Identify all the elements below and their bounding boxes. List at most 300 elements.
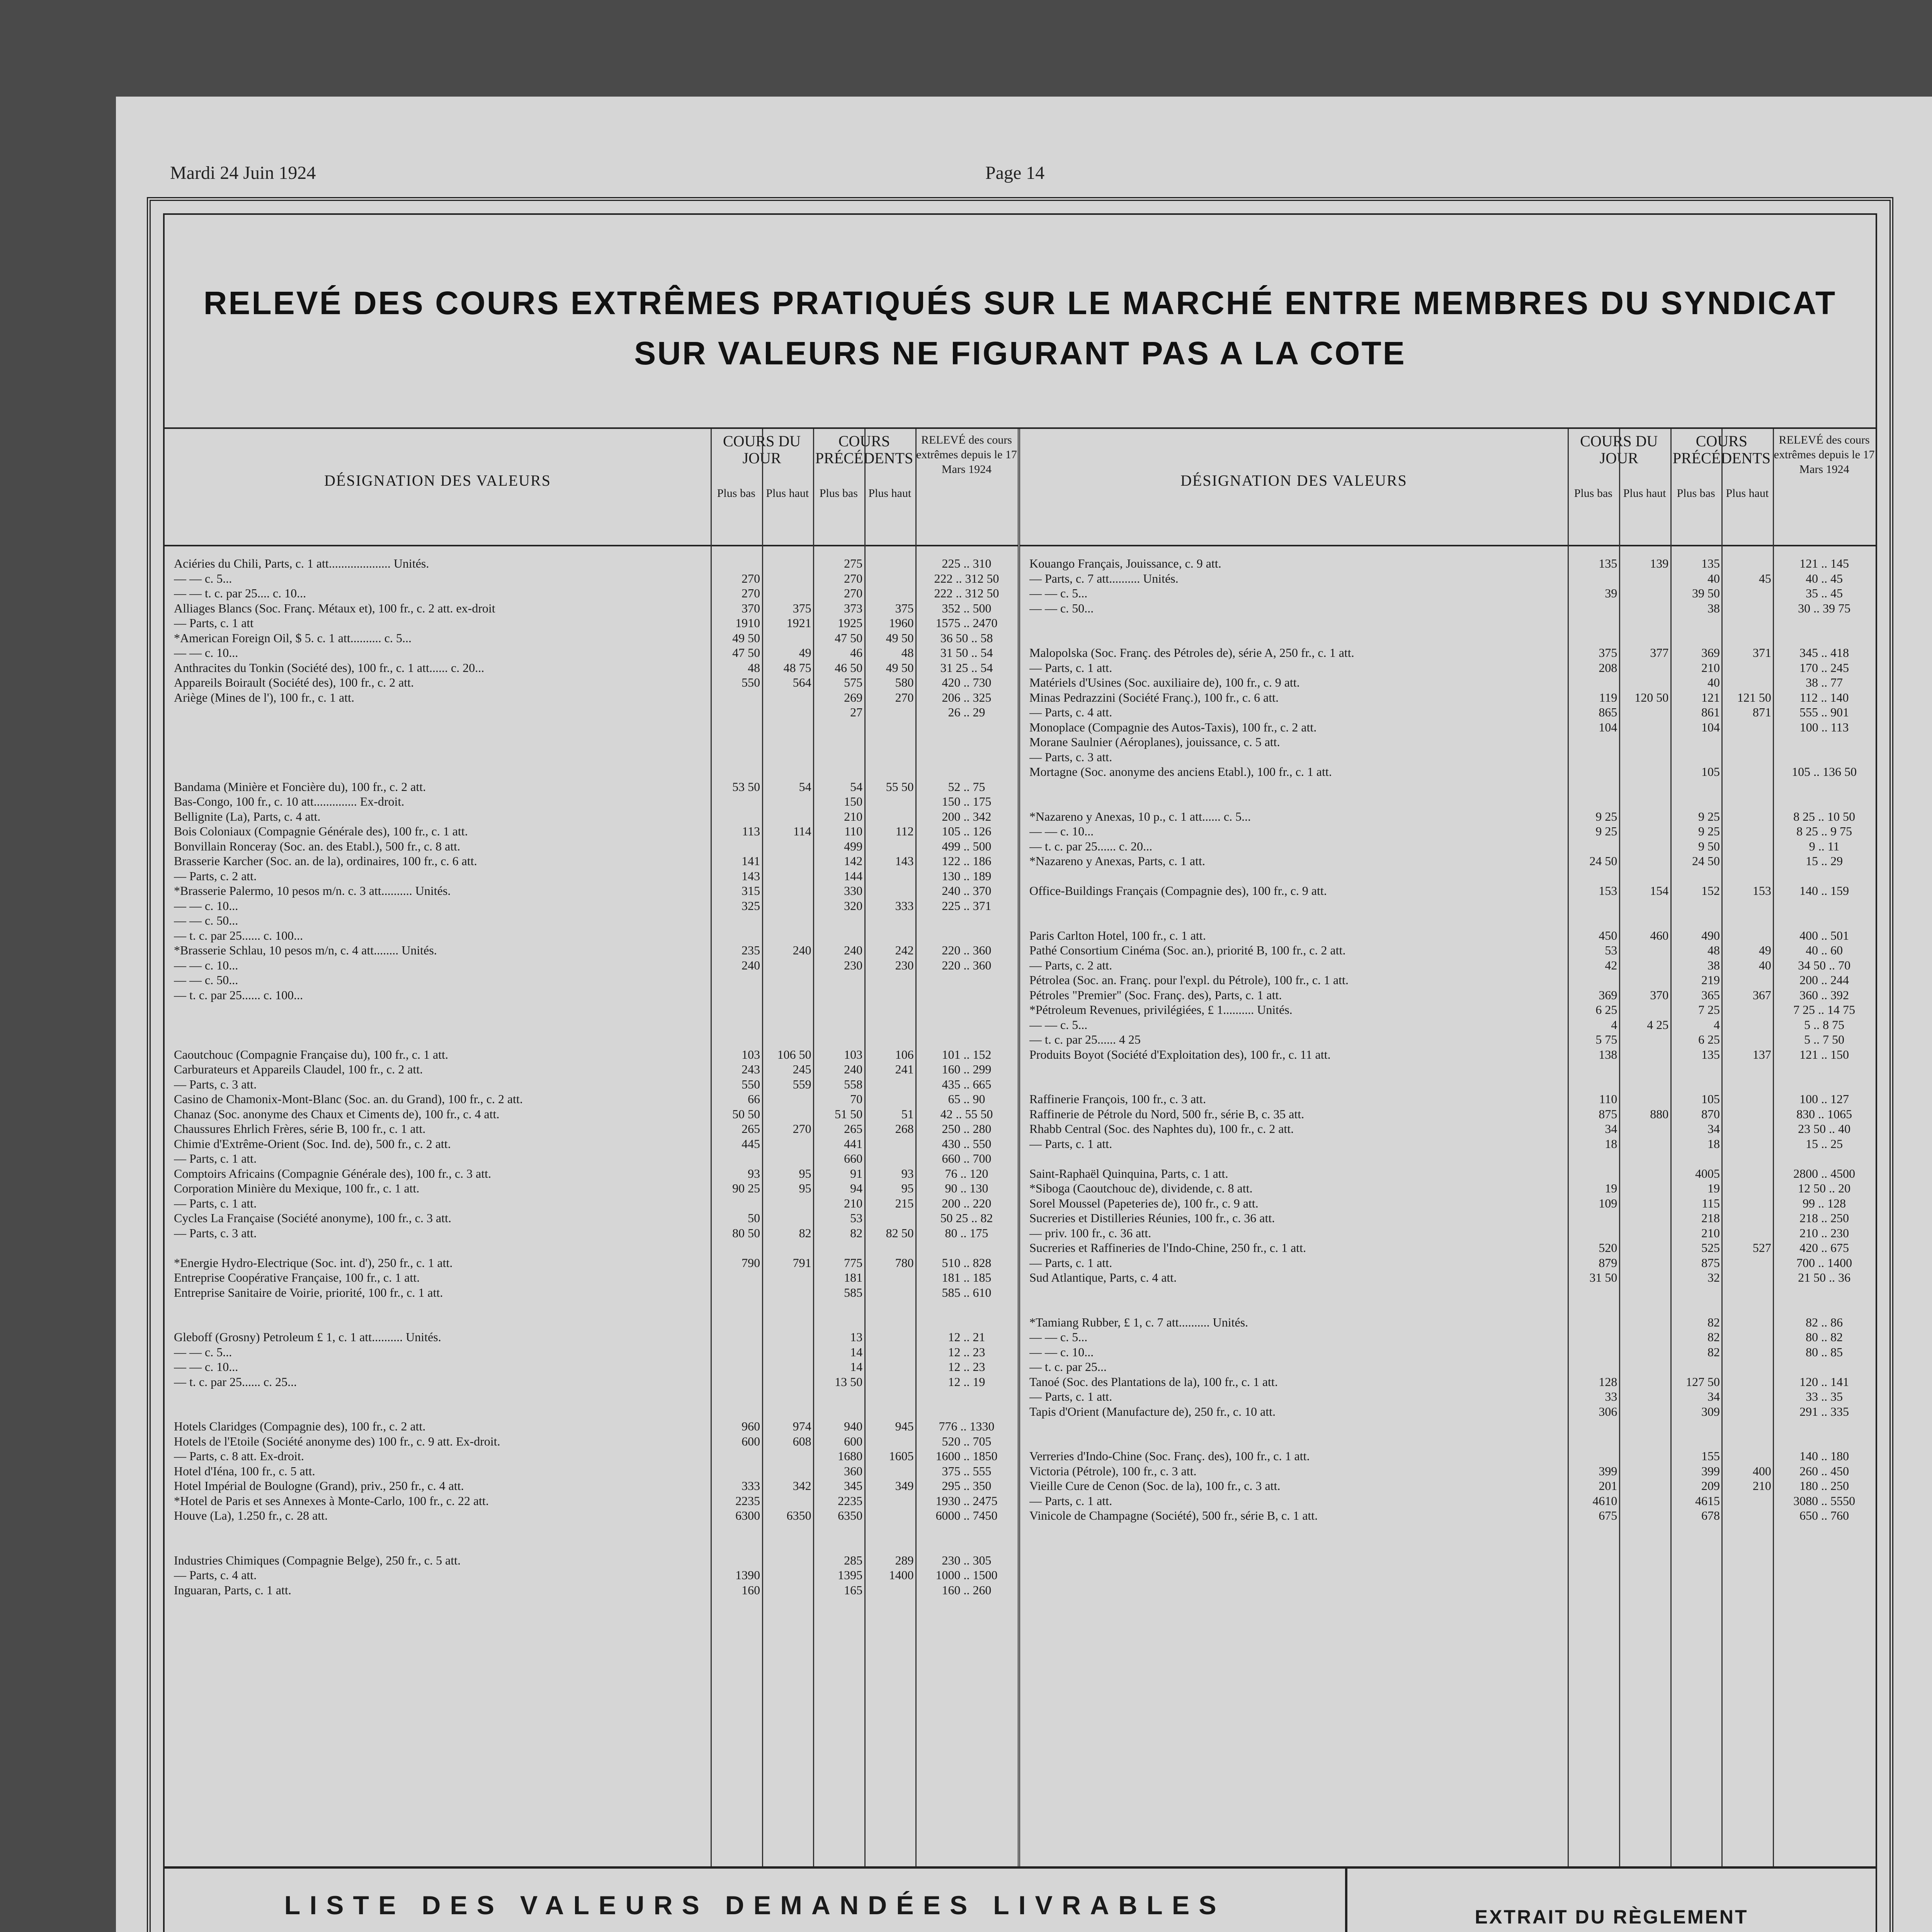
security-name: Sud Atlantique, Parts, c. 4 att. xyxy=(1029,1270,1177,1284)
header-releve: RELEVÉ des cours extrêmes depuis le 17 Mars 1924 xyxy=(1774,434,1875,476)
cours-prec-bas: 210 xyxy=(1701,660,1720,675)
table-row xyxy=(1020,1003,1876,1018)
table-row xyxy=(1020,1062,1876,1077)
table-row xyxy=(1020,1389,1876,1405)
cours-prec-bas: 121 xyxy=(1701,690,1720,704)
table-row xyxy=(1020,1077,1876,1092)
table-row xyxy=(1020,943,1876,958)
cours-jour-bas: 48 xyxy=(748,660,760,675)
table-row xyxy=(165,1434,1018,1449)
security-name: — t. c. par 25...... c. 100... xyxy=(174,988,303,1002)
table-row xyxy=(1020,1464,1876,1479)
cours-jour-bas: 243 xyxy=(742,1062,760,1076)
table-row xyxy=(1020,1137,1876,1152)
releve-range: 260 .. 450 xyxy=(1799,1464,1849,1478)
table-row xyxy=(165,988,1018,1003)
cours-prec-bas: 1925 xyxy=(838,616,863,630)
cours-prec-bas: 82 xyxy=(1708,1345,1720,1359)
cours-jour-bas: 306 xyxy=(1599,1404,1617,1418)
cours-prec-haut: 93 xyxy=(901,1166,914,1180)
cours-jour-haut: 120 50 xyxy=(1634,690,1669,704)
table-row xyxy=(1020,1270,1876,1286)
table-row xyxy=(165,1583,1018,1598)
cours-prec-haut: 49 xyxy=(1759,943,1771,957)
table-row xyxy=(1020,913,1876,929)
security-name: Malopolska (Soc. Franç. des Pétroles de), série A, 250 fr., c. 1 att. xyxy=(1029,646,1354,660)
table-row xyxy=(1020,735,1876,750)
security-name: — Parts, c. 3 att. xyxy=(1029,750,1112,764)
table-row xyxy=(165,1449,1018,1464)
cours-jour-bas: 370 xyxy=(742,601,760,615)
cours-jour-bas: 445 xyxy=(742,1136,760,1151)
cours-prec-bas: 135 xyxy=(1701,556,1720,570)
table-row xyxy=(165,1419,1018,1434)
cours-prec-haut: 580 xyxy=(895,675,914,689)
cours-prec-haut: 527 xyxy=(1752,1241,1771,1255)
releve-range: 26 .. 29 xyxy=(948,705,985,719)
security-name: Gleboff (Grosny) Petroleum £ 1, c. 1 att.......... Unités. xyxy=(174,1330,441,1344)
cours-prec-haut: 780 xyxy=(895,1255,914,1270)
extrait-reglement xyxy=(1345,1867,1876,1932)
security-name: — Parts, c. 1 att. xyxy=(1029,1255,1112,1270)
cours-jour-haut: 270 xyxy=(793,1122,811,1136)
table-row xyxy=(165,1032,1018,1048)
cours-prec-bas: 54 xyxy=(850,779,863,794)
releve-range: 15 .. 29 xyxy=(1806,854,1843,868)
releve-range: 82 .. 86 xyxy=(1806,1315,1843,1329)
table-row xyxy=(1020,1315,1876,1330)
cours-prec-haut: 349 xyxy=(895,1479,914,1493)
releve-range: 420 .. 730 xyxy=(942,675,992,689)
cours-prec-bas: 441 xyxy=(844,1136,863,1151)
security-name: — — c. 5... xyxy=(1029,1330,1088,1344)
table-row xyxy=(165,1330,1018,1345)
cours-prec-bas: 240 xyxy=(844,1062,863,1076)
releve-range: 80 .. 85 xyxy=(1806,1345,1843,1359)
releve-range: 430 .. 550 xyxy=(942,1136,992,1151)
table-row xyxy=(1020,1300,1876,1315)
cours-prec-bas: 94 xyxy=(850,1181,863,1195)
cours-prec-bas: 142 xyxy=(844,854,863,868)
security-name: Pétrolea (Soc. an. Franç. pour l'expl. du Pétrole), 100 fr., c. 1 att. xyxy=(1029,973,1349,987)
cours-prec-haut: 242 xyxy=(895,943,914,957)
releve-range: 1600 .. 1850 xyxy=(935,1449,998,1463)
cours-prec-bas: 6350 xyxy=(838,1509,863,1522)
cours-jour-bas: 9 25 xyxy=(1595,824,1617,838)
releve-range: 130 .. 189 xyxy=(942,869,992,883)
cours-jour-bas: 18 xyxy=(1605,1136,1617,1151)
security-name: Sucreries et Raffineries de l'Indo-Chine, 250 fr., c. 1 att. xyxy=(1029,1241,1306,1255)
cours-jour-bas: 270 xyxy=(742,586,760,600)
security-name: Matériels d'Usines (Soc. auxiliaire de), 100 fr., c. 9 att. xyxy=(1029,675,1300,689)
security-name: Rhabb Central (Soc. des Naphtes du), 100 fr., c. 2 att. xyxy=(1029,1122,1294,1136)
cours-prec-bas: 9 25 xyxy=(1698,809,1720,823)
table-row xyxy=(165,1286,1018,1301)
table-row xyxy=(165,958,1018,973)
table-right-half xyxy=(1020,429,1876,1866)
cours-jour-haut: 377 xyxy=(1650,646,1669,660)
cours-prec-bas: 105 xyxy=(1701,765,1720,779)
cours-prec-haut: 333 xyxy=(895,898,914,913)
cours-jour-bas: 333 xyxy=(742,1479,760,1493)
releve-range: 31 50 .. 54 xyxy=(940,646,993,660)
security-name: Entreprise Sanitaire de Voirie, priorité, 100 fr., c. 1 att. xyxy=(174,1285,443,1299)
table-row xyxy=(1020,1405,1876,1420)
releve-range: 220 .. 360 xyxy=(942,958,992,972)
cours-prec-bas: 53 xyxy=(850,1211,863,1225)
security-name: *Nazareno y Anexas, 10 p., c. 1 att...... c. 5... xyxy=(1029,809,1251,823)
cours-jour-haut: 4 25 xyxy=(1647,1017,1669,1032)
cours-jour-bas: 520 xyxy=(1599,1241,1617,1255)
cours-prec-haut: 215 xyxy=(895,1196,914,1210)
cours-jour-bas: 33 xyxy=(1605,1389,1617,1403)
security-name: Carburateurs et Appareils Claudel, 100 fr., c. 2 att. xyxy=(174,1062,423,1076)
security-name: — t. c. par 25...... 4 25 xyxy=(1029,1032,1141,1046)
security-name: Raffinerie de Pétrole du Nord, 500 fr., série B, c. 35 att. xyxy=(1029,1107,1304,1121)
cours-prec-bas: 575 xyxy=(844,675,863,689)
table-row xyxy=(165,1300,1018,1315)
releve-range: 6000 .. 7450 xyxy=(935,1509,998,1522)
cours-prec-bas: 4005 xyxy=(1695,1166,1720,1180)
cours-jour-haut: 54 xyxy=(799,779,811,794)
cours-jour-haut: 608 xyxy=(793,1434,811,1448)
security-name: — t. c. par 25... xyxy=(1029,1360,1107,1374)
table-row xyxy=(165,1315,1018,1330)
security-name: *Brasserie Palermo, 10 pesos m/n. c. 3 att.......... Unités. xyxy=(174,884,451,898)
cours-jour-haut: 1921 xyxy=(786,616,811,630)
cours-prec-bas: 678 xyxy=(1701,1509,1720,1522)
table-row xyxy=(1020,750,1876,765)
table-row xyxy=(1020,1434,1876,1449)
table-row xyxy=(165,913,1018,929)
table-row xyxy=(165,929,1018,944)
releve-range: 12 50 .. 20 xyxy=(1798,1181,1851,1195)
releve-range: 250 .. 280 xyxy=(942,1122,992,1136)
security-name: Victoria (Pétrole), 100 fr., c. 3 att. xyxy=(1029,1464,1197,1478)
releve-range: 776 .. 1330 xyxy=(939,1419,995,1433)
releve-range: 555 .. 901 xyxy=(1799,705,1849,719)
cours-prec-haut: 241 xyxy=(895,1062,914,1076)
cours-prec-haut: 112 xyxy=(895,824,914,838)
title-line-1: RELEVÉ DES COURS EXTRÊMES PRATIQUÉS SUR LE MARCHÉ ENTRE MEMBRES DU SYNDICAT xyxy=(203,285,1837,321)
liste-title: LISTE DES VALEURS DEMANDÉES LIVRABLES xyxy=(284,1891,1226,1920)
security-name: — Parts, c. 3 att. xyxy=(174,1226,257,1240)
security-name: Pathé Consortium Cinéma (Soc. an.), priorité B, 100 fr., c. 2 att. xyxy=(1029,943,1346,957)
cours-jour-bas: 675 xyxy=(1599,1509,1617,1522)
table-row xyxy=(1020,556,1876,571)
header-plus-haut: Plus haut xyxy=(1726,487,1769,500)
cours-prec-bas: 270 xyxy=(844,571,863,585)
cours-prec-bas: 600 xyxy=(844,1434,863,1448)
cours-prec-bas: 127 50 xyxy=(1686,1374,1720,1389)
cours-prec-haut: 400 xyxy=(1752,1464,1771,1478)
releve-range: 170 .. 245 xyxy=(1799,660,1849,675)
cours-prec-haut: 48 xyxy=(901,646,914,660)
table-row xyxy=(1020,854,1876,869)
cours-jour-bas: 2235 xyxy=(735,1493,760,1508)
security-name: *Nazareno y Anexas, Parts, c. 1 att. xyxy=(1029,854,1205,868)
security-name: Comptoirs Africains (Compagnie Générale des), 100 fr., c. 3 att. xyxy=(174,1166,492,1180)
security-name: — — c. 50... xyxy=(1029,601,1094,615)
table-row xyxy=(1020,869,1876,884)
table-row xyxy=(165,1375,1018,1390)
table-row xyxy=(1020,1449,1876,1464)
security-name: *Energie Hydro-Electrique (Soc. int. d'), 250 fr., c. 1 att. xyxy=(174,1255,453,1270)
cours-prec-bas: 14 xyxy=(850,1360,863,1374)
table-row xyxy=(1020,1494,1876,1509)
cours-jour-bas: 875 xyxy=(1599,1107,1617,1121)
cours-prec-bas: 27 xyxy=(850,705,863,719)
table-row xyxy=(165,1270,1018,1286)
releve-range: 12 .. 21 xyxy=(948,1330,985,1344)
cours-jour-bas: 369 xyxy=(1599,988,1617,1002)
security-name: Aciéries du Chili, Parts, c. 1 att.................... Unités. xyxy=(174,556,429,570)
table-row xyxy=(165,1553,1018,1568)
cours-jour-bas: 53 xyxy=(1605,943,1617,957)
cours-prec-haut: 230 xyxy=(895,958,914,972)
releve-range: 650 .. 760 xyxy=(1799,1509,1849,1522)
table-row xyxy=(165,586,1018,601)
cours-prec-bas: 104 xyxy=(1701,720,1720,734)
security-name: — — c. 50... xyxy=(174,913,238,927)
page-number: Page 14 xyxy=(985,163,1045,183)
releve-range: 295 .. 350 xyxy=(942,1479,992,1493)
releve-range: 140 .. 159 xyxy=(1799,884,1849,898)
cours-prec-haut: 367 xyxy=(1752,988,1771,1002)
cours-prec-bas: 218 xyxy=(1701,1211,1720,1225)
security-name: Raffinerie François, 100 fr., c. 3 att. xyxy=(1029,1092,1206,1106)
cours-jour-bas: 4610 xyxy=(1592,1493,1617,1508)
security-name: Bandama (Minière et Foncière du), 100 fr., c. 2 att. xyxy=(174,779,426,794)
table-rows xyxy=(1020,556,1876,1524)
security-name: Verreries d'Indo-Chine (Soc. Franç. des), 100 fr., c. 1 att. xyxy=(1029,1449,1310,1463)
table-row xyxy=(165,571,1018,587)
security-name: Saint-Raphaël Quinquina, Parts, c. 1 att. xyxy=(1029,1166,1228,1180)
cours-prec-bas: 558 xyxy=(844,1077,863,1091)
security-name: — Parts, c. 2 att. xyxy=(1029,958,1112,972)
cours-jour-bas: 138 xyxy=(1599,1047,1617,1061)
security-name: — — c. 10... xyxy=(1029,824,1094,838)
table-rows xyxy=(165,556,1018,1598)
security-name: — priv. 100 fr., c. 36 att. xyxy=(1029,1226,1151,1240)
cours-jour-bas: 39 xyxy=(1605,586,1617,600)
security-name: Appareils Boirault (Société des), 100 fr., c. 2 att. xyxy=(174,675,414,689)
releve-range: 220 .. 360 xyxy=(942,943,992,957)
cours-jour-bas: 4 xyxy=(1611,1017,1617,1032)
security-name: — t. c. par 25...... c. 25... xyxy=(174,1374,297,1389)
releve-range: 160 .. 260 xyxy=(942,1583,992,1597)
releve-range: 36 50 .. 58 xyxy=(940,631,993,645)
table-row xyxy=(165,1077,1018,1092)
security-name: Chimie d'Extrême-Orient (Soc. Ind. de), 500 fr., c. 2 att. xyxy=(174,1136,451,1151)
cours-jour-bas: 109 xyxy=(1599,1196,1617,1210)
releve-range: 31 25 .. 54 xyxy=(940,660,993,675)
table-row xyxy=(1020,1092,1876,1107)
cours-prec-bas: 150 xyxy=(844,794,863,808)
security-name: Bois Coloniaux (Compagnie Générale des), 100 fr., c. 1 att. xyxy=(174,824,468,838)
cours-jour-haut: 154 xyxy=(1650,884,1669,898)
table-row xyxy=(1020,780,1876,795)
cours-prec-bas: 360 xyxy=(844,1464,863,1478)
releve-range: 5 .. 8 75 xyxy=(1804,1017,1845,1032)
security-name: Monoplace (Compagnie des Autos-Taxis), 100 fr., c. 2 att. xyxy=(1029,720,1317,734)
releve-range: 225 .. 371 xyxy=(942,898,992,913)
cours-jour-bas: 1910 xyxy=(735,616,760,630)
cours-prec-bas: 165 xyxy=(844,1583,863,1597)
cours-prec-bas: 18 xyxy=(1708,1136,1720,1151)
page-date: Mardi 24 Juin 1924 xyxy=(170,163,316,183)
security-name: Industries Chimiques (Compagnie Belge), 250 fr., c. 5 att. xyxy=(174,1553,461,1567)
cours-prec-haut: 49 50 xyxy=(886,631,914,645)
cours-prec-bas: 51 50 xyxy=(835,1107,863,1121)
table-row xyxy=(165,1568,1018,1583)
table-row xyxy=(165,973,1018,988)
cours-prec-bas: 585 xyxy=(844,1285,863,1299)
cours-prec-bas: 34 xyxy=(1708,1389,1720,1403)
table-row xyxy=(1020,1018,1876,1033)
header-plus-haut: Plus haut xyxy=(868,487,912,500)
header-cours-jour: COURS DU JOUR xyxy=(1580,432,1658,467)
releve-range: 23 50 .. 40 xyxy=(1798,1122,1851,1136)
releve-range: 200 .. 244 xyxy=(1799,973,1849,987)
table-row xyxy=(1020,973,1876,988)
table-row xyxy=(1020,1048,1876,1063)
table-row xyxy=(165,1241,1018,1256)
table-row xyxy=(165,794,1018,810)
header-plus-haut: Plus haut xyxy=(766,487,809,500)
cours-prec-bas: 38 xyxy=(1708,958,1720,972)
releve-range: 50 25 .. 82 xyxy=(940,1211,993,1225)
cours-prec-bas: 13 50 xyxy=(835,1374,863,1389)
cours-prec-bas: 24 50 xyxy=(1692,854,1720,868)
security-name: *Tamiang Rubber, £ 1, c. 7 att.......... Unités. xyxy=(1029,1315,1248,1329)
header-plus-bas: Plus bas xyxy=(1574,487,1612,500)
releve-range: 8 25 .. 9 75 xyxy=(1796,824,1852,838)
cours-jour-bas: 24 50 xyxy=(1589,854,1617,868)
table-row xyxy=(165,1509,1018,1524)
cours-prec-bas: 490 xyxy=(1701,928,1720,942)
cours-prec-bas: 870 xyxy=(1701,1107,1720,1121)
cours-prec-bas: 369 xyxy=(1701,646,1720,660)
table-row xyxy=(165,1048,1018,1063)
table-row xyxy=(1020,1360,1876,1375)
cours-prec-bas: 7 25 xyxy=(1698,1003,1720,1017)
cours-jour-bas: 1390 xyxy=(735,1568,760,1582)
cours-prec-bas: 240 xyxy=(844,943,863,957)
cours-prec-bas: 155 xyxy=(1701,1449,1720,1463)
table-row xyxy=(1020,1286,1876,1301)
cours-prec-bas: 1395 xyxy=(838,1568,863,1582)
releve-range: 105 .. 126 xyxy=(942,824,992,838)
security-name: Vieille Cure de Cenon (Soc. de la), 100 fr., c. 3 att. xyxy=(1029,1479,1281,1493)
extrait-title: EXTRAIT DU RÈGLEMENT xyxy=(1475,1906,1748,1928)
cours-jour-haut: 139 xyxy=(1650,556,1669,570)
releve-range: 1000 .. 1500 xyxy=(935,1568,998,1582)
cours-jour-bas: 6300 xyxy=(735,1509,760,1522)
cours-prec-haut: 1400 xyxy=(889,1568,914,1582)
cours-prec-haut: 1960 xyxy=(889,616,914,630)
cours-prec-haut: 95 xyxy=(901,1181,914,1195)
security-name: Mortagne (Soc. anonyme des anciens Etabl.), 100 fr., c. 1 att. xyxy=(1029,765,1332,779)
releve-range: 101 .. 152 xyxy=(942,1047,992,1061)
table-row xyxy=(1020,899,1876,914)
cours-prec-haut: 45 xyxy=(1759,571,1771,585)
releve-range: 38 .. 77 xyxy=(1806,675,1843,689)
cours-jour-bas: 790 xyxy=(742,1255,760,1270)
cours-jour-bas: 153 xyxy=(1599,884,1617,898)
cours-prec-bas: 2235 xyxy=(838,1493,863,1508)
table-row xyxy=(165,824,1018,839)
security-name: — — c. 10... xyxy=(174,1360,238,1374)
cours-jour-bas: 160 xyxy=(742,1583,760,1597)
table-row xyxy=(165,720,1018,735)
table-row xyxy=(165,1494,1018,1509)
table-row xyxy=(1020,571,1876,587)
cours-jour-haut: 460 xyxy=(1650,928,1669,942)
releve-range: 830 .. 1065 xyxy=(1796,1107,1852,1121)
cours-prec-bas: 345 xyxy=(844,1479,863,1493)
cours-prec-bas: 365 xyxy=(1701,988,1720,1002)
releve-range: 375 .. 555 xyxy=(942,1464,992,1478)
cours-prec-haut: 51 xyxy=(901,1107,914,1121)
releve-range: 15 .. 25 xyxy=(1806,1136,1843,1151)
cours-jour-bas: 450 xyxy=(1599,928,1617,942)
security-name: — Parts, c. 1 att xyxy=(174,616,254,630)
releve-range: 121 .. 150 xyxy=(1799,1047,1849,1061)
cours-prec-bas: 309 xyxy=(1701,1404,1720,1418)
cours-prec-haut: 289 xyxy=(895,1553,914,1567)
security-name: *Hotel de Paris et ses Annexes à Monte-Carlo, 100 fr., c. 22 att. xyxy=(174,1493,489,1508)
cours-prec-bas: 105 xyxy=(1701,1092,1720,1106)
table-left-half xyxy=(165,429,1020,1866)
security-name: Corporation Minière du Mexique, 100 fr., c. 1 att. xyxy=(174,1181,420,1195)
cours-prec-bas: 9 25 xyxy=(1698,824,1720,838)
cours-prec-bas: 219 xyxy=(1701,973,1720,987)
releve-range: 160 .. 299 xyxy=(942,1062,992,1076)
cours-jour-bas: 201 xyxy=(1599,1479,1617,1493)
security-name: — — c. 5... xyxy=(174,1345,232,1359)
security-name: Hotel Impérial de Boulogne (Grand), priv., 250 fr., c. 4 att. xyxy=(174,1479,464,1493)
table-row xyxy=(165,1003,1018,1018)
header-designation: DÉSIGNATION DES VALEURS xyxy=(1180,472,1407,489)
table-row xyxy=(165,1345,1018,1360)
cours-prec-bas: 13 xyxy=(850,1330,863,1344)
cours-jour-bas: 50 50 xyxy=(732,1107,760,1121)
security-name: Kouango Français, Jouissance, c. 9 att. xyxy=(1029,556,1221,570)
cours-prec-bas: 115 xyxy=(1702,1196,1720,1210)
security-name: — Parts, c. 1 att. xyxy=(174,1151,257,1165)
table-row xyxy=(1020,1256,1876,1271)
cours-prec-bas: 660 xyxy=(844,1151,863,1165)
security-name: Tapis d'Orient (Manufacture de), 250 fr., c. 10 att. xyxy=(1029,1404,1276,1418)
security-name: — Parts, c. 1 att. xyxy=(1029,660,1112,675)
cours-jour-bas: 141 xyxy=(742,854,760,868)
security-name: Chanaz (Soc. anonyme des Chaux et Ciments de), 100 fr., c. 4 att. xyxy=(174,1107,500,1121)
table-row xyxy=(1020,765,1876,780)
cours-jour-bas: 5 75 xyxy=(1595,1032,1617,1046)
releve-range: 230 .. 305 xyxy=(942,1553,992,1567)
releve-range: 181 .. 185 xyxy=(942,1270,992,1284)
table-row xyxy=(165,661,1018,676)
table-row xyxy=(1020,1419,1876,1434)
security-name: — — c. 5... xyxy=(1029,1017,1088,1032)
cours-jour-bas: 47 50 xyxy=(732,646,760,660)
cours-prec-bas: 70 xyxy=(850,1092,863,1106)
cours-jour-bas: 49 50 xyxy=(732,631,760,645)
table-row xyxy=(165,1226,1018,1241)
releve-range: 5 .. 7 50 xyxy=(1804,1032,1845,1046)
cours-prec-haut: 55 50 xyxy=(886,779,914,794)
